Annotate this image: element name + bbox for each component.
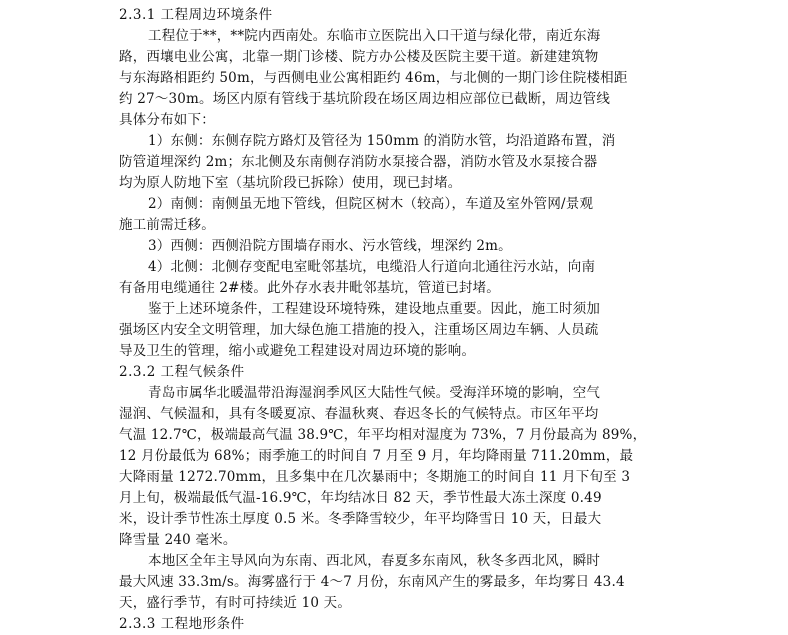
paragraph-line: 12 月份最低为 68%；雨季施工的时间自 7 月至 9 月，年均降雨量 711.20mm，最 (119, 448, 634, 464)
paragraph-line: 气温 12.7℃，极端最高气温 38.9℃，年平均相对湿度为 73%，7 月份最高为 89%， (119, 427, 647, 443)
section-heading-2-3-3: 2.3.3 工程地形条件 (119, 616, 245, 632)
paragraph-line: 米，设计季节性冻土厚度 0.5 米。冬季降雪较少，年平均降雪日 10 天，日最大 (119, 511, 602, 527)
paragraph-line: 鉴于上述环境条件，工程建设环境特殊，建设地点重要。因此，施工时须加 (148, 301, 601, 317)
paragraph-line: 天，盛行季节，有时可持续近 10 天。 (119, 595, 352, 611)
paragraph-line: 降雪量 240 毫米。 (119, 532, 237, 548)
paragraph-line: 导及卫生的管理，缩小或避免工程建设对周边环境的影响。 (119, 343, 476, 359)
paragraph-line: 月上旬，极端最低气温-16.9℃，年均结冰日 82 天，季节性最大冻土深度 0.49 (119, 490, 602, 506)
paragraph-line: 施工前需迁移。 (119, 217, 215, 233)
paragraph-line: 有备用电缆通往 2#楼。此外存水表井毗邻基坑，管道已封堵。 (119, 280, 500, 296)
paragraph-line: 防管道埋深约 2m；东北侧及东南侧存消防水泵接合器，消防水管及水泵接合器 (119, 154, 598, 170)
paragraph-line: 约 27～30m。场区内原有管线于基坑阶段在场区周边相应部位已截断，周边管线 (119, 91, 611, 107)
paragraph-line: 工程位于**，**院内西南处。东临市立医院出入口干道与绿化带，南近东海 (148, 28, 601, 44)
paragraph-line: 路，西壤电业公寓，北靠一期门诊楼、院方办公楼及医院主要干道。新建建筑物 (119, 49, 599, 65)
paragraph-line: 最大风速 33.3m/s。海雾盛行于 4～7 月份，东南风产生的雾最多，年均雾日 43.4 (119, 574, 625, 590)
paragraph-line: 大降雨量 1272.70mm，且多集中在几次暴雨中；冬期施工的时间自 11 月下旬至 3 (119, 469, 631, 485)
paragraph-line: 青岛市属华北暖温带沿海湿润季风区大陆性气候。受海洋环境的影响，空气 (148, 385, 601, 401)
section-heading-2-3-1: 2.3.1 工程周边环境条件 (119, 7, 273, 23)
paragraph-line: 本地区全年主导风向为东南、西北风，春夏多东南风，秋冬多西北风，瞬时 (148, 553, 601, 569)
paragraph-line: 具体分布如下： (119, 112, 215, 128)
list-item-south: 2）南侧：南侧虽无地下管线，但院区树木（较高），车道及室外管网/景观 (148, 196, 594, 212)
list-item-east: 1）东侧：东侧存院方路灯及管径为 150mm 的消防水管，均沿道路布置，消 (148, 133, 616, 149)
section-heading-2-3-2: 2.3.2 工程气候条件 (119, 364, 245, 380)
paragraph-line: 均为原人防地下室（基坑阶段已拆除）使用，现已封堵。 (119, 175, 462, 191)
paragraph-line: 与东海路相距约 50m，与西侧电业公寓相距约 46m，与北侧的一期门诊住院楼相距 (119, 70, 628, 86)
list-item-north: 4）北侧：北侧存变配电室毗邻基坑，电缆沿人行道向北通往污水站，向南 (148, 259, 596, 275)
paragraph-line: 湿润、气候温和，具有冬暖夏凉、春温秋爽、春迟冬长的气候特点。市区年平均 (119, 406, 599, 422)
paragraph-line: 强场区内安全文明管理，加大绿色施工措施的投入，注重场区周边车辆、人员疏 (119, 322, 599, 338)
list-item-west: 3）西侧：西侧沿院方围墙存雨水、污水管线，埋深约 2m。 (148, 238, 512, 254)
